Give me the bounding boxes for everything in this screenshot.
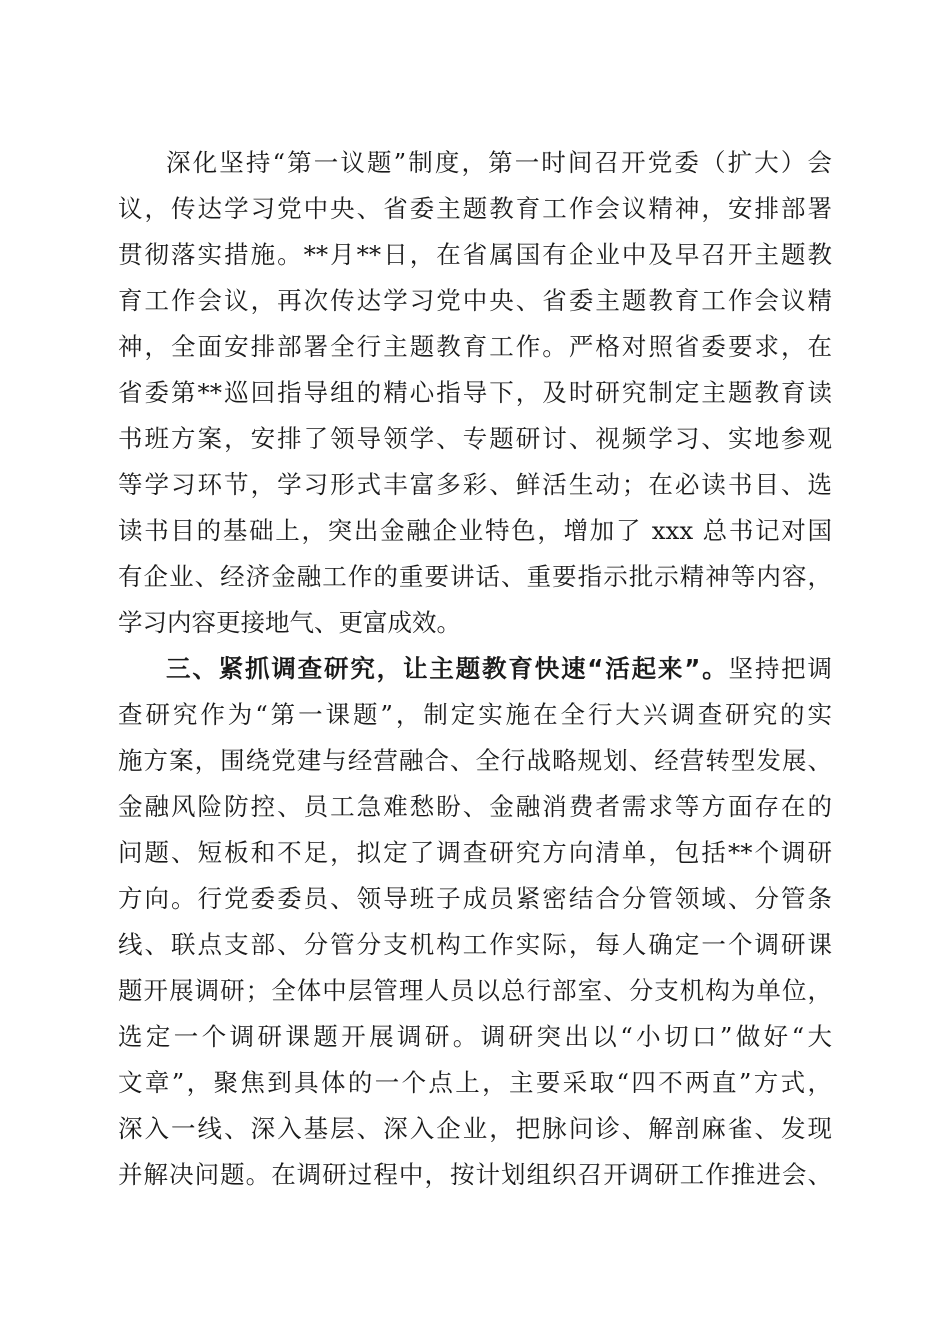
paragraph-1-line-4: 育工作会议，再次传达学习党中央、省委主题教育工作会议精: [118, 286, 832, 315]
paragraph-2-line-12: 并解决问题。在调研过程中，按计划组织召开调研工作推进会、: [118, 1160, 832, 1189]
paragraph-2-line-1: [166, 646, 832, 692]
paragraph-2-line-3: 施方案，围绕党建与经营融合、全行战略规划、经营转型发展、: [118, 746, 832, 775]
paragraph-2-line-7: 线、联点支部、分管分支机构工作实际，每人确定一个调研课: [118, 930, 832, 959]
paragraph-1-line-1: 深化坚持“第一议题”制度，第一时间召开党委（扩大）会: [166, 148, 832, 177]
paragraph-1-line-6: 省委第**巡回指导组的精心指导下，及时研究制定主题教育读: [118, 378, 832, 407]
paragraph-2-line-8: 题开展调研；全体中层管理人员以总行部室、分支机构为单位，: [118, 976, 832, 1005]
paragraph-2-line-2: 查研究作为“第一课题”，制定实施在全行大兴调查研究的实: [118, 700, 832, 729]
paragraph-1-line-7: 书班方案，安排了领导领学、专题研讨、视频学习、实地参观: [118, 424, 832, 453]
paragraph-1-line-11: 学习内容更接地气、更富成效。: [118, 608, 461, 637]
paragraph-1-line-8: 等学习环节，学习形式丰富多彩、鲜活生动；在必读书目、选: [118, 470, 832, 499]
paragraph-2-line-1-rest: 坚持把调: [728, 654, 833, 683]
paragraph-2-line-9: 选定一个调研课题开展调研。调研突出以“小切口”做好“大: [118, 1022, 832, 1051]
paragraph-2-line-5: 问题、短板和不足，拟定了调查研究方向清单，包括**个调研: [118, 838, 832, 867]
paragraph-2-line-6: 方向。行党委委员、领导班子成员紧密结合分管领域、分管条: [118, 884, 832, 913]
paragraph-2-line-11: 深入一线、深入基层、深入企业，把脉问诊、解剖麻雀、发现: [118, 1114, 832, 1143]
paragraph-1-line-2: 议，传达学习党中央、省委主题教育工作会议精神，安排部署: [118, 194, 832, 223]
paragraph-2-line-4: 金融风险防控、员工急难愁盼、金融消费者需求等方面存在的: [118, 792, 832, 821]
paragraph-1-line-5: 神，全面安排部署全行主题教育工作。严格对照省委要求，在: [118, 332, 832, 361]
paragraph-2-line-10: 文章”，聚焦到具体的一个点上，主要采取“四不两直”方式，: [118, 1068, 832, 1097]
paragraph-1-line-9: 读书目的基础上，突出金融企业特色，增加了 xxx 总书记对国: [118, 516, 832, 545]
section-heading: 三、紧抓调查研究，让主题教育快速“活起来”。: [166, 654, 729, 683]
paragraph-1-line-3: 贯彻落实措施。**月**日，在省属国有企业中及早召开主题教: [118, 240, 832, 269]
paragraph-1-line-10: 有企业、经济金融工作的重要讲话、重要指示批示精神等内容，: [118, 562, 832, 591]
